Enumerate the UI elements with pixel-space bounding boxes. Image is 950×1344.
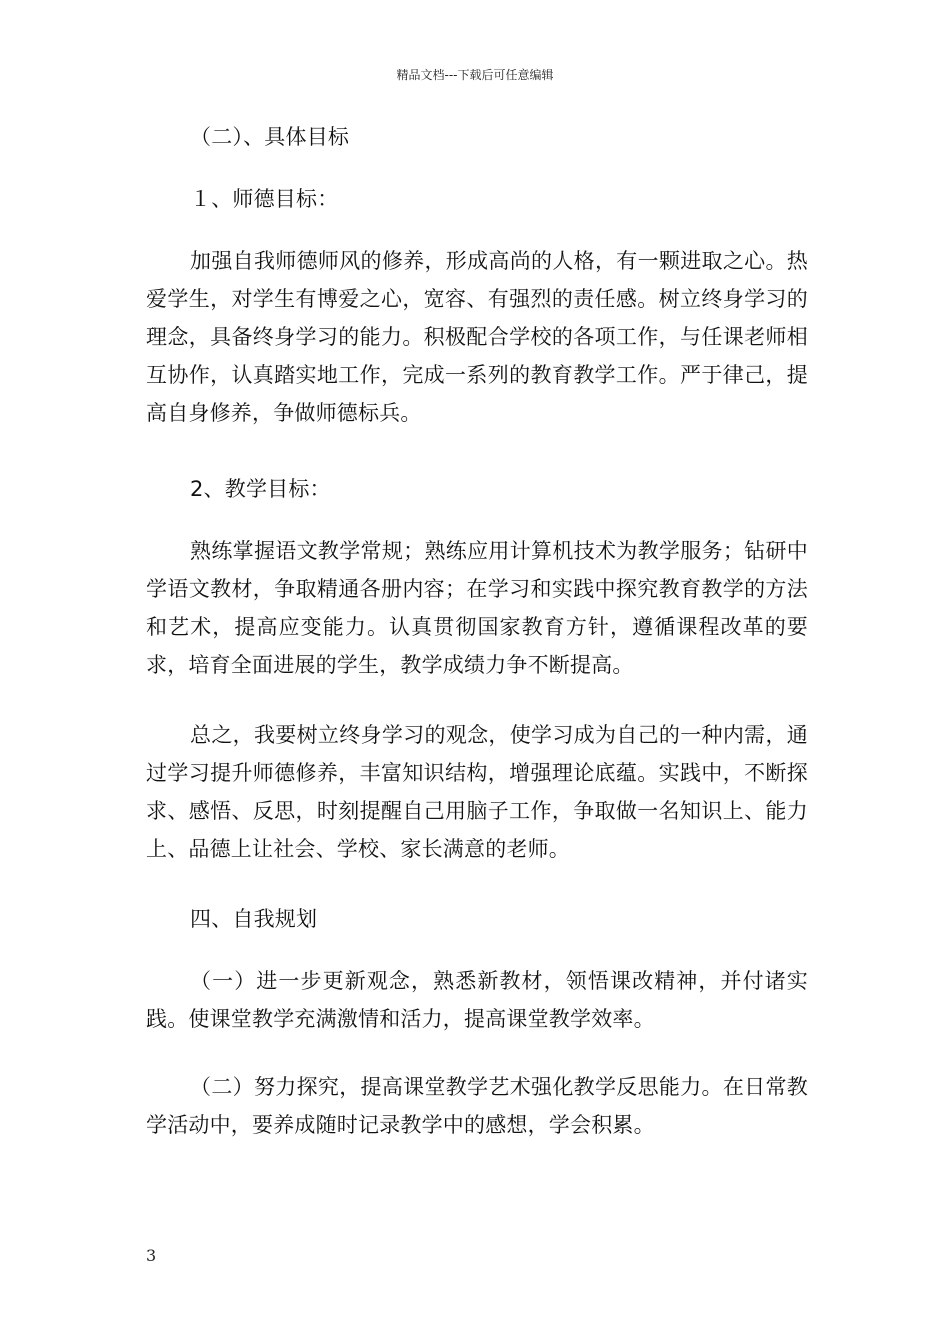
paragraph-ethics-text: 加强自我师德师风的修养，形成高尚的人格，有一颗进取之心。热爱学生，对学生有博爱之心，宽容、有强烈的责任感。树立终身学习的理念，具备终身学习的能力。积极配合学校的各项工作，与任课老师相互协作，认真踏实地工作，完成一系列的教育教学工作。严于律己，提高自身修养，争做师德标兵。: [146, 249, 808, 425]
page-header: 精品文档---下载后可任意编辑: [396, 68, 554, 82]
paragraph-plan-1-text: （一）进一步更新观念，熟悉新教材，领悟课改精神，并付诸实践。使课堂教学充满激情和活力，提高课堂教学效率。: [146, 969, 808, 1031]
heading-self-plan: [146, 900, 808, 938]
paragraph-teaching: [146, 532, 808, 684]
paragraph-teaching-text: 熟练掌握语文教学常规；熟练应用计算机技术为教学服务；钻研中学语文教材，争取精通各册内容；在学习和实践中探究教育教学的方法和艺术，提高应变能力。认真贯彻国家教育方针，遵循课程改革的要求，培育全面进展的学生，教学成绩力争不断提高。: [146, 539, 808, 677]
heading-teaching-goal: [146, 470, 808, 508]
paragraph-summary: [146, 716, 808, 868]
heading-specific-goals: [146, 118, 808, 156]
paragraph-plan-2-text: （二）努力探究，提高课堂教学艺术强化教学反思能力。在日常教学活动中，要养成随时记录教学中的感想，学会积累。: [146, 1075, 808, 1137]
paragraph-ethics: [146, 242, 808, 432]
heading-specific-goals-text: （二）、具体目标: [190, 125, 350, 149]
heading-ethics-goal-text: １、师德目标：: [190, 187, 339, 211]
paragraph-summary-text: 总之，我要树立终身学习的观念，使学习成为自己的一种内需，通过学习提升师德修养，丰富知识结构，增强理论底蕴。实践中，不断探求、感悟、反思，时刻提醒自己用脑子工作，争取做一名知识上、能力上、品德上让社会、学校、家长满意的老师。: [146, 723, 808, 861]
paragraph-plan-2: [146, 1068, 808, 1144]
heading-teaching-goal-text: 2、教学目标：: [190, 477, 331, 501]
heading-ethics-goal: [146, 180, 808, 218]
heading-self-plan-text: 四、自我规划: [190, 907, 318, 931]
paragraph-plan-1: [146, 962, 808, 1038]
page-number: 3: [146, 1246, 157, 1265]
